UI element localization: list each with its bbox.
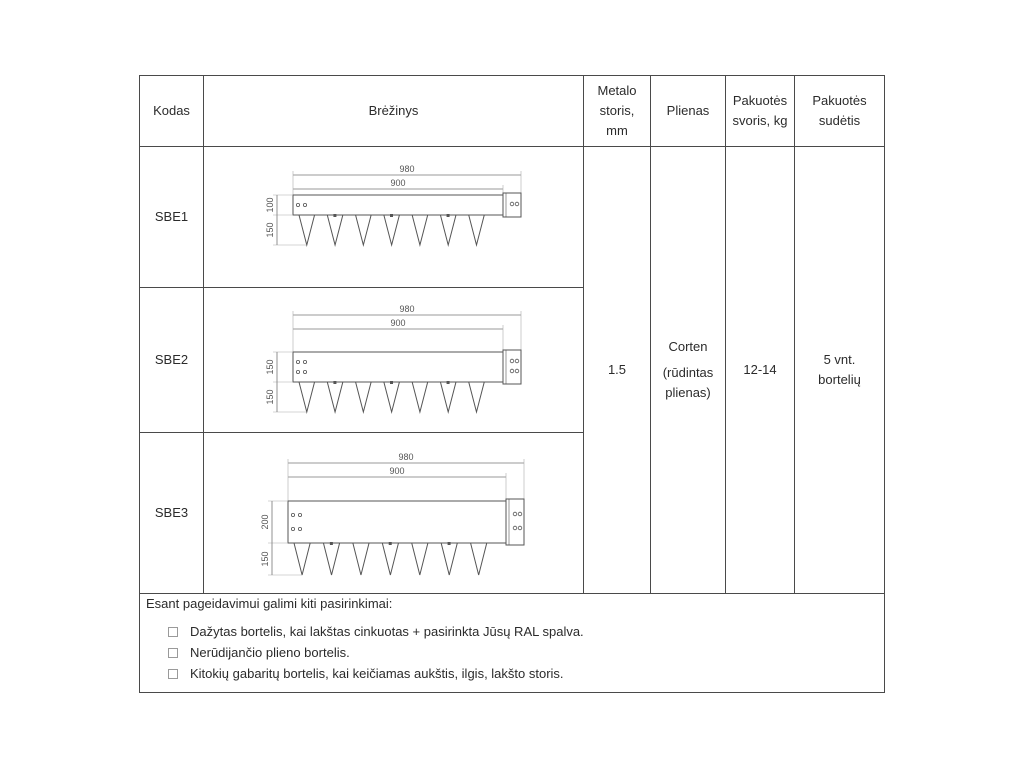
header-kodas: Kodas: [153, 103, 190, 118]
header-metalo-storis: Metalo storis, mm: [597, 83, 637, 138]
thickness-cell: 1.5: [607, 362, 627, 377]
fold-mark: [448, 542, 451, 545]
edging-plate: [293, 352, 503, 382]
dimension-label-height: 100: [265, 197, 275, 213]
ground-spike: [412, 215, 428, 245]
fold-mark: [390, 381, 393, 384]
mount-hole: [296, 370, 299, 373]
ground-spike: [327, 382, 343, 412]
dimension-label-spike: 150: [260, 551, 270, 567]
table-border-right: [884, 75, 885, 693]
mount-hole: [296, 360, 299, 363]
table-border-bottom: [139, 692, 885, 693]
ground-spike: [294, 543, 310, 575]
ground-spike: [440, 382, 456, 412]
code-cell-sbe3: SBE3: [154, 505, 189, 520]
ground-spike: [441, 543, 457, 575]
fold-mark: [390, 214, 393, 217]
ground-spike: [440, 215, 456, 245]
keyhole-slot: [515, 202, 519, 206]
dimension-label-spike: 150: [265, 222, 275, 238]
dimension-label-inner: 900: [389, 466, 405, 476]
dimension-label-spike: 150: [265, 389, 275, 405]
dimension-label-inner: 900: [390, 178, 406, 188]
ground-spike: [356, 215, 372, 245]
mount-hole: [296, 203, 299, 206]
weight-cell: 12-14: [743, 362, 777, 377]
dimension-label-height: 150: [265, 359, 275, 375]
header-pakuotes-sudetis: Pakuotės sudėtis: [812, 93, 867, 128]
fold-mark: [447, 214, 450, 217]
drawing-sbe1: [255, 160, 555, 275]
checkbox-icon: [168, 627, 178, 637]
keyhole-slot: [518, 512, 522, 516]
fold-mark: [447, 381, 450, 384]
fold-mark: [330, 542, 333, 545]
ground-spike: [323, 543, 339, 575]
mount-hole: [291, 527, 294, 530]
header-plienas: Plienas: [666, 103, 710, 118]
mount-hole: [298, 527, 301, 530]
row-divider-1: [139, 287, 583, 288]
dimension-label-total: 980: [398, 452, 414, 462]
mount-hole: [303, 370, 306, 373]
fold-mark: [333, 381, 336, 384]
dimension-label-inner: 900: [390, 318, 406, 328]
ground-spike: [412, 382, 428, 412]
ground-spike: [382, 543, 398, 575]
ground-spike: [299, 215, 315, 245]
ground-spike: [469, 382, 485, 412]
mount-hole: [291, 513, 294, 516]
drawing-sbe2: [255, 300, 555, 425]
ground-spike: [469, 215, 485, 245]
col-divider-1: [203, 75, 204, 593]
code-cell-sbe1: SBE1: [154, 209, 189, 224]
keyhole-slot: [513, 526, 517, 530]
dimension-label-total: 980: [399, 304, 415, 314]
ground-spike: [384, 215, 400, 245]
note-item: Nerūdijančio plieno bortelis.: [168, 645, 350, 660]
edging-plate: [293, 195, 503, 215]
fold-mark: [389, 542, 392, 545]
mount-hole: [298, 513, 301, 516]
ground-spike: [384, 382, 400, 412]
checkbox-icon: [168, 669, 178, 679]
note-item: Kitokių gabaritų bortelis, kai keičiamas aukštis, ilgis, lakšto storis.: [168, 666, 564, 681]
drawing-sbe3: [250, 448, 555, 588]
keyhole-slot: [518, 526, 522, 530]
code-cell-sbe2: SBE2: [154, 352, 189, 367]
dimension-label-height: 200: [260, 514, 270, 530]
keyhole-slot: [513, 512, 517, 516]
ground-spike: [412, 543, 428, 575]
ground-spike: [356, 382, 372, 412]
header-brezinys: Brėžinys: [368, 103, 419, 118]
ground-spike: [353, 543, 369, 575]
keyhole-slot: [510, 359, 514, 363]
mount-hole: [303, 360, 306, 363]
keyhole-slot: [515, 359, 519, 363]
note-item: Dažytas bortelis, kai lakštas cinkuotas + pasirinkta Jūsų RAL spalva.: [168, 624, 584, 639]
keyhole-slot: [510, 202, 514, 206]
header-pakuotes-svoris: Pakuotės svoris, kg: [732, 93, 788, 128]
steel-cell: Corten (rūdintas plienas): [662, 339, 714, 400]
dimension-label-total: 980: [399, 164, 415, 174]
ground-spike: [327, 215, 343, 245]
notes-title: Esant pageidavimui galimi kiti pasirinkimai:: [146, 596, 393, 611]
contents-cell: 5 vnt. bortelių: [818, 352, 861, 387]
keyhole-slot: [510, 369, 514, 373]
fold-mark: [333, 214, 336, 217]
row-divider-2: [139, 432, 583, 433]
ground-spike: [471, 543, 487, 575]
ground-spike: [299, 382, 315, 412]
mount-hole: [303, 203, 306, 206]
notes-divider: [139, 593, 885, 594]
edging-plate: [288, 501, 506, 543]
keyhole-slot: [515, 369, 519, 373]
checkbox-icon: [168, 648, 178, 658]
